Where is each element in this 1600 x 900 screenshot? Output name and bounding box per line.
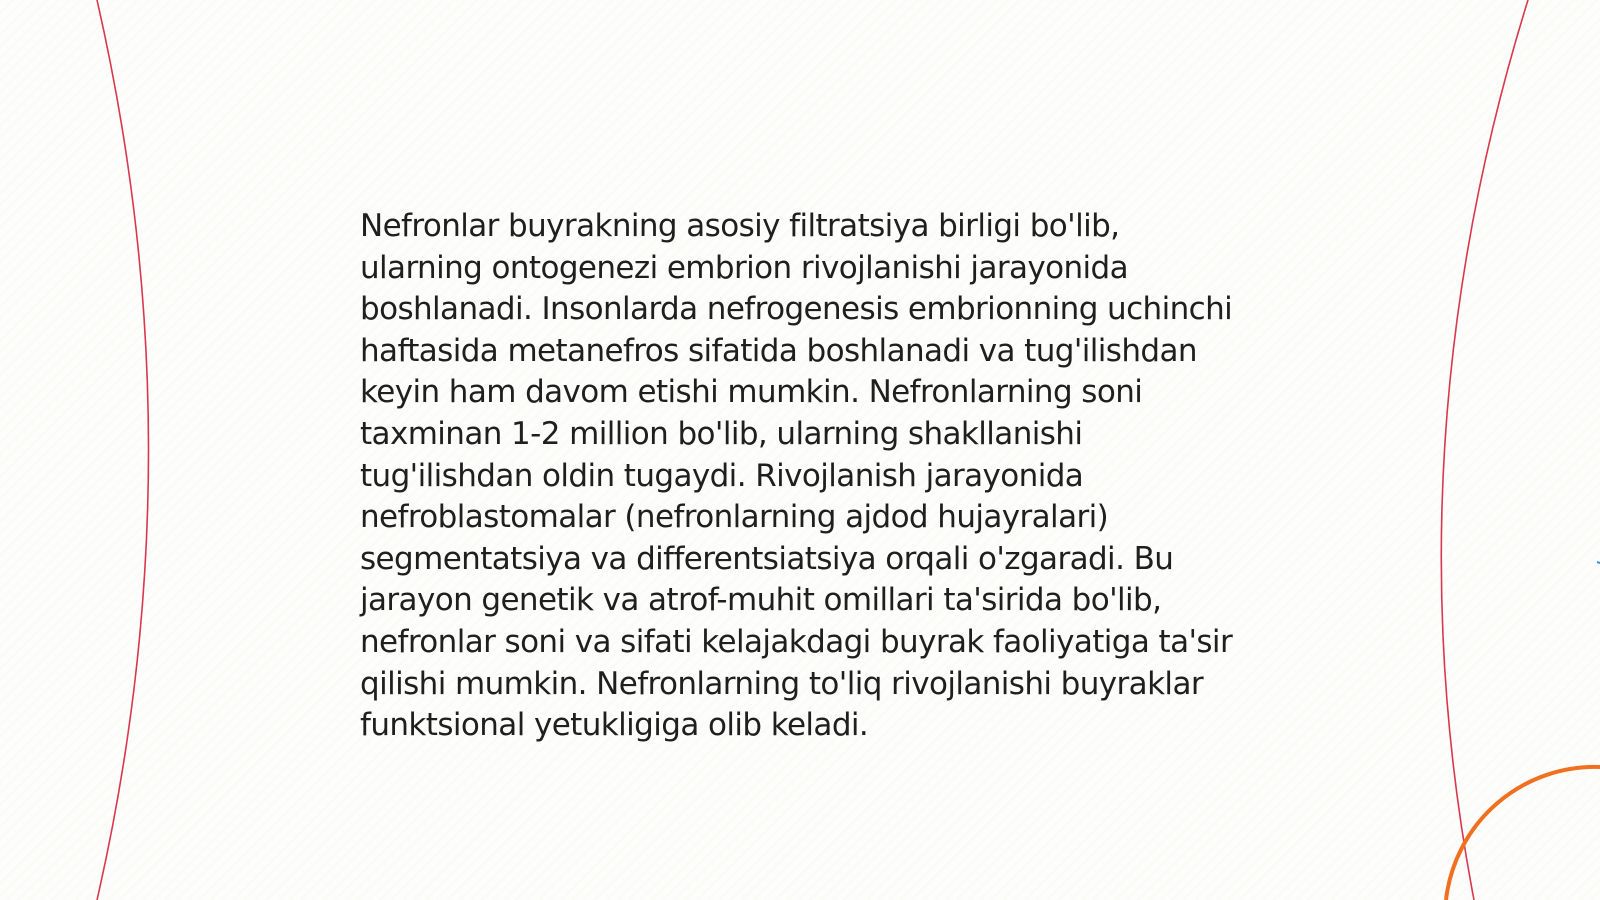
left-arc-line bbox=[97, 0, 149, 900]
right-arc-line bbox=[1441, 0, 1528, 900]
body-paragraph: Nefronlar buyrakning asosiy filtratsiya birligi bo'lib, ularning ontogenezi embrion rivojlanishi jarayonida boshlanadi. Insonlarda nefrogenesis embrionning uchinchi haftasida metanefros sifatida boshlanadi va tug'ilishdan keyin ham davom etishi mumkin. Nefronlarning soni taxminan 1-2 million bo'lib, ularning shakllanishi tug'ilishdan oldin tugaydi. Rivojlanish jarayonida nefroblastomalar (nefronlarning ajdod hujayralari) segmentatsiya va differentsiatsiya orqali o'zgaradi. Bu jarayon genetik va atrof-muhit omillari ta'sirida bo'lib, nefronlar soni va sifati kelajakdagi buyrak faoliyatiga ta'sir qilishi mumkin. Nefronlarning to'liq rivojlanishi buyraklar funktsional yetukligiga olib keladi. bbox=[360, 208, 1233, 744]
orange-ring-arc bbox=[1446, 767, 1600, 900]
